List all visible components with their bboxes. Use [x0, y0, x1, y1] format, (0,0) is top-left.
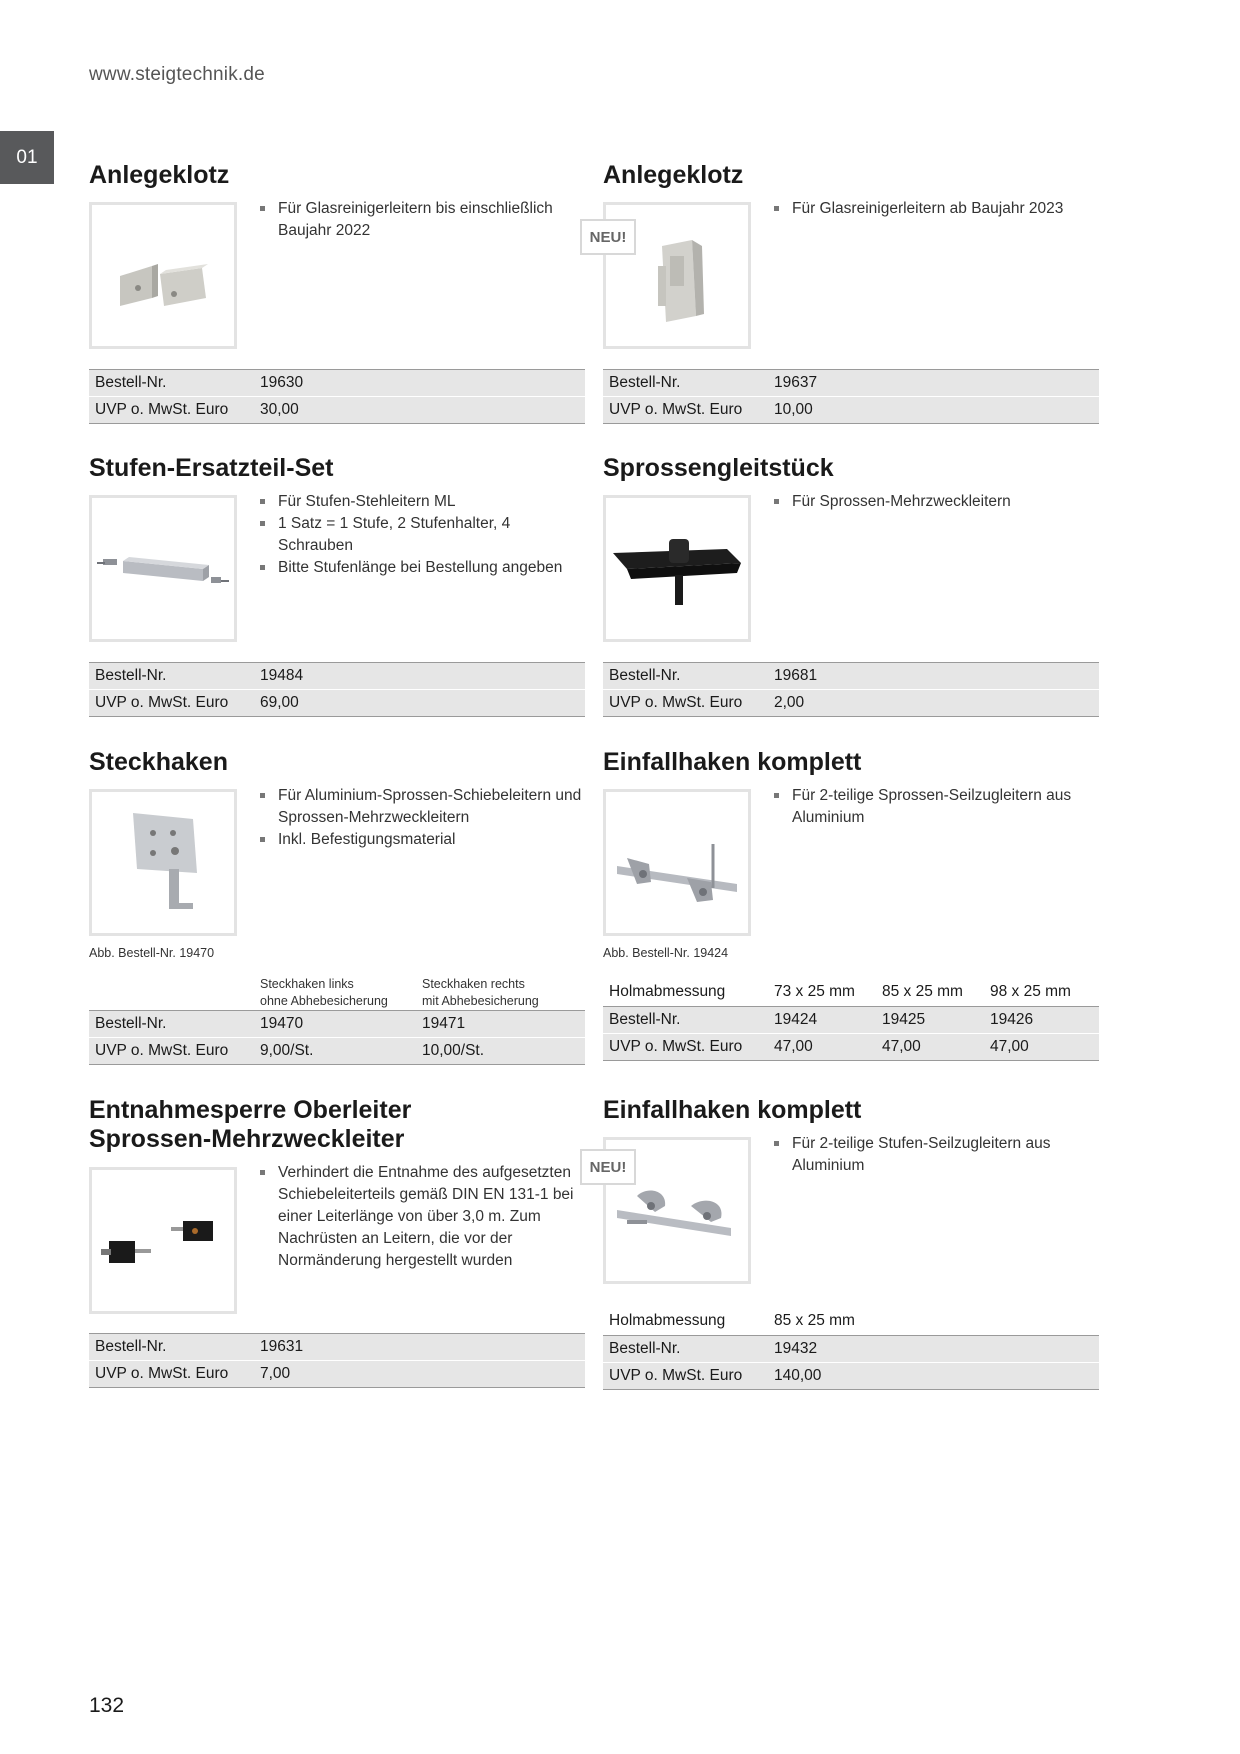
- new-badge: NEU!: [580, 1149, 636, 1185]
- order-label: Bestell-Nr.: [609, 667, 681, 684]
- product-title: Sprossengleitstück: [603, 454, 834, 482]
- holm-value: 85 x 25 mm: [774, 1312, 855, 1329]
- price-value: 30,00: [260, 401, 299, 418]
- spec-table: [89, 1333, 585, 1388]
- spec-table: [89, 976, 585, 1065]
- spec-table: [603, 978, 1099, 1061]
- feature-item: Bitte Stufenlänge bei Bestellung angeben: [259, 557, 589, 579]
- product-anlegeklotz-2022: [89, 161, 585, 418]
- product-image: [603, 495, 751, 642]
- order-row: [89, 369, 585, 396]
- product-title: Anlegeklotz: [603, 161, 744, 189]
- order-value: 19681: [774, 667, 818, 684]
- feature-item: 1 Satz = 1 Stufe, 2 Stufenhalter, 4 Schrauben: [259, 513, 589, 557]
- spec-table: [603, 1307, 1099, 1390]
- product-image: [89, 202, 237, 349]
- order-value: 19424: [774, 1011, 818, 1028]
- price-value: 47,00: [990, 1038, 1029, 1055]
- product-image: [89, 495, 237, 642]
- feature-item: Für Aluminium-Sprossen-Schiebeleitern und Sprossen-Mehrzweckleitern: [259, 785, 589, 829]
- price-value: 9,00/St.: [260, 1042, 314, 1059]
- order-row: [603, 369, 1099, 396]
- price-label: UVP o. MwSt. Euro: [95, 401, 229, 418]
- spec-table: [89, 369, 585, 424]
- price-row: [603, 396, 1099, 424]
- feature-item: Für 2-teilige Sprossen-Seilzugleitern aus Aluminium: [773, 785, 1103, 829]
- holm-row: [603, 1307, 1099, 1335]
- price-row: [603, 1362, 1099, 1390]
- price-value: 2,00: [774, 694, 805, 711]
- order-row: [603, 1006, 1099, 1033]
- variant-subheader: mit Abhebesicherung: [422, 994, 539, 1008]
- product-title: Stufen-Ersatzteil-Set: [89, 454, 334, 482]
- holm-label: Holmabmessung: [609, 983, 726, 1000]
- variant-subheader: ohne Abhebesicherung: [260, 994, 388, 1008]
- product-einfallhaken-sprossen: [603, 748, 1099, 1055]
- product-title-line: Sprossen-Mehrzweckleiter: [89, 1125, 405, 1153]
- product-steckhaken: [89, 748, 585, 1059]
- feature-list: [773, 491, 1103, 513]
- order-value: 19471: [422, 1015, 466, 1032]
- feature-list: [259, 785, 589, 851]
- order-row: [89, 1010, 585, 1037]
- product-title: Steckhaken: [89, 748, 228, 776]
- product-image: [89, 1167, 237, 1314]
- product-title-line: Entnahmesperre Oberleiter: [89, 1096, 412, 1124]
- page-number: 132: [89, 1694, 125, 1717]
- feature-item: Inkl. Befestigungsmaterial: [259, 829, 589, 851]
- holm-row: [603, 978, 1099, 1006]
- feature-list: [773, 198, 1103, 220]
- product-title: [89, 1096, 585, 1154]
- feature-item: Für Sprossen-Mehrzweckleitern: [773, 491, 1103, 513]
- price-value: 10,00: [774, 401, 813, 418]
- price-label: UVP o. MwSt. Euro: [609, 1367, 743, 1384]
- holm-label: Holmabmessung: [609, 1312, 726, 1329]
- price-label: UVP o. MwSt. Euro: [609, 694, 743, 711]
- price-label: UVP o. MwSt. Euro: [95, 694, 229, 711]
- order-value: 19637: [774, 374, 818, 391]
- holm-value: 73 x 25 mm: [774, 983, 855, 1000]
- feature-list: [259, 198, 589, 242]
- order-value: 19484: [260, 667, 304, 684]
- order-label: Bestell-Nr.: [609, 1340, 681, 1357]
- holm-value: 98 x 25 mm: [990, 983, 1071, 1000]
- product-anlegeklotz-2023: [589, 161, 1099, 418]
- product-image: [603, 789, 751, 936]
- order-label: Bestell-Nr.: [609, 1011, 681, 1028]
- price-row: [89, 1037, 585, 1065]
- product-image: [89, 789, 237, 936]
- order-label: Bestell-Nr.: [95, 1338, 167, 1355]
- order-value: 19470: [260, 1015, 304, 1032]
- feature-item: Für Stufen-Stehleitern ML: [259, 491, 589, 513]
- variant-header: Steckhaken links: [260, 977, 354, 991]
- price-row: [89, 689, 585, 717]
- feature-list: [773, 785, 1103, 829]
- product-title: Einfallhaken komplett: [603, 748, 862, 776]
- order-value: 19631: [260, 1338, 304, 1355]
- feature-list: [259, 491, 589, 579]
- site-url[interactable]: www.steigtechnik.de: [89, 64, 265, 85]
- feature-item: Für 2-teilige Stufen-Seilzugleitern aus Aluminium: [773, 1133, 1103, 1177]
- image-caption: Abb. Bestell-Nr. 19470: [89, 946, 215, 960]
- order-row: [89, 662, 585, 689]
- spec-table: [89, 662, 585, 717]
- price-value: 69,00: [260, 694, 299, 711]
- order-label: Bestell-Nr.: [95, 1015, 167, 1032]
- feature-item: Für Glasreinigerleitern ab Baujahr 2023: [773, 198, 1103, 220]
- price-label: UVP o. MwSt. Euro: [609, 1038, 743, 1055]
- price-value: 140,00: [774, 1367, 822, 1384]
- order-value: 19630: [260, 374, 304, 391]
- image-caption: Abb. Bestell-Nr. 19424: [603, 946, 729, 960]
- order-value: 19426: [990, 1011, 1034, 1028]
- order-value: 19432: [774, 1340, 818, 1357]
- price-value: 10,00/St.: [422, 1042, 485, 1059]
- price-row: [89, 396, 585, 424]
- product-title: Einfallhaken komplett: [603, 1096, 862, 1124]
- product-sprossengleitstueck: [603, 454, 1099, 711]
- price-row: [89, 1360, 585, 1388]
- holm-value: 85 x 25 mm: [882, 983, 963, 1000]
- variant-header: Steckhaken rechts: [422, 977, 525, 991]
- spec-table: [603, 662, 1099, 717]
- product-entnahmesperre: [89, 1096, 585, 1382]
- product-einfallhaken-stufen: [589, 1096, 1099, 1384]
- order-row: [603, 662, 1099, 689]
- chapter-tab: 01: [0, 131, 54, 184]
- price-row: [603, 689, 1099, 717]
- order-value: 19425: [882, 1011, 926, 1028]
- price-label: UVP o. MwSt. Euro: [609, 401, 743, 418]
- product-title: Anlegeklotz: [89, 161, 230, 189]
- spec-table: [603, 369, 1099, 424]
- price-value: 47,00: [882, 1038, 921, 1055]
- new-badge: NEU!: [580, 219, 636, 255]
- order-label: Bestell-Nr.: [609, 374, 681, 391]
- price-label: UVP o. MwSt. Euro: [95, 1365, 229, 1382]
- order-row: [603, 1335, 1099, 1362]
- price-value: 7,00: [260, 1365, 291, 1382]
- feature-item: Für Glasreinigerleitern bis einschließlich Baujahr 2022: [259, 198, 589, 242]
- price-value: 47,00: [774, 1038, 813, 1055]
- product-stufen-ersatzteil-set: [89, 454, 585, 711]
- order-label: Bestell-Nr.: [95, 667, 167, 684]
- order-label: Bestell-Nr.: [95, 374, 167, 391]
- price-label: UVP o. MwSt. Euro: [95, 1042, 229, 1059]
- feature-list: [259, 1162, 589, 1272]
- feature-item: Verhindert die Entnahme des aufgesetzten Schiebeleiterteils gemäß DIN EN 131-1 bei einer Leiterlänge von über 3,0 m. Zum Nachrüsten an Leitern, die vor der Normänderung hergestellt wurden: [259, 1162, 589, 1272]
- order-row: [89, 1333, 585, 1360]
- feature-list: [773, 1133, 1103, 1177]
- price-row: [603, 1033, 1099, 1061]
